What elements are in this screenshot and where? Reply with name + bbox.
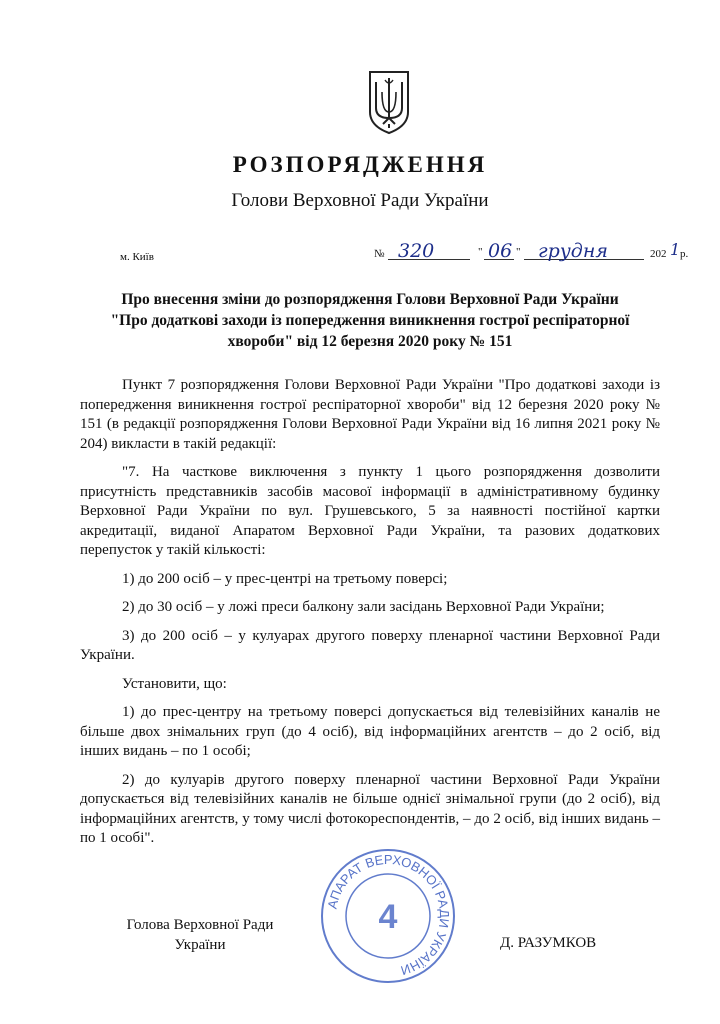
- number-prefix: №: [374, 248, 385, 260]
- document-subtitle: Голови Верховної Ради України: [231, 190, 489, 211]
- year-prefix: 202: [650, 248, 667, 260]
- trident-emblem-icon: [366, 68, 412, 136]
- body-paragraph: "7. На часткове виключення з пункту 1 цього розпорядження дозволити присутність представників засобів масової інформації в адміністративному будинку Верховної Ради України по вул. Грушевського, 5 за наявності постійної картки акредитації, виданої Апаратом Верховної Ради України, та разових додаткових перепусток у такій кількості:: [80, 464, 660, 558]
- heading-line: Про внесення зміни до розпорядження Голови Верховної Ради України: [121, 291, 619, 308]
- body-paragraph: 3) до 200 осіб – у кулуарах другого поверху пленарної частини Верховної Ради України.: [80, 627, 660, 663]
- body-paragraph: 2) до кулуарів другого поверху пленарної частини Верховної Ради України допускається від телевізійних каналів не більше однієї знімальної групи (до 2 осіб), від інформаційних агентств, у тому числі фотокореспондентів, – до 2 осіб, від інших видань – по 1 особі".: [80, 771, 660, 846]
- document-title: РОЗПОРЯДЖЕННЯ: [232, 152, 488, 177]
- document-month: грудня: [538, 240, 608, 262]
- document-heading: [70, 289, 670, 352]
- year-suffix: 1: [670, 240, 681, 259]
- signer-position: [100, 915, 300, 955]
- document-body: [80, 376, 660, 858]
- signer-name: Д. РАЗУМКОВ: [500, 935, 597, 951]
- official-stamp: [318, 846, 458, 986]
- body-paragraph: Установити, що:: [122, 675, 227, 692]
- signer-position-line: Голова Верховної Ради: [126, 917, 274, 933]
- signer-position-line: України: [174, 937, 226, 953]
- document-day: 06: [488, 240, 513, 262]
- body-paragraph: 1) до прес-центру на третьому поверсі допускається від телевізійних каналів не більше двох знімальних груп (до 4 осіб), від інформаційних агентств – до 2 осіб, від інших видань – по 1 особі;: [80, 704, 660, 759]
- body-paragraph: 1) до 200 осіб – у прес-центрі на третьому поверсі;: [122, 570, 448, 587]
- heading-line: "Про додаткові заходи із попередження виникнення гострої респіраторної: [110, 312, 630, 329]
- document-number: 320: [398, 240, 435, 262]
- year-unit: р.: [680, 248, 689, 260]
- body-paragraph: Пункт 7 розпорядження Голови Верховної Ради України "Про додаткові заходи із попередження виникнення гострої респіраторної хвороби" від 12 березня 2020 року № 151 (в редакції розпорядження Голови Верховної Ради України від 16 липня 2021 року № 204) викласти в такій редакції:: [80, 377, 660, 452]
- city-label: м. Київ: [120, 251, 154, 263]
- stamp-ring-text: АПАРАТ ВЕРХОВНОЇ РАДИ УКРАЇНИ: [324, 851, 453, 979]
- stamp-number: 4: [378, 898, 398, 936]
- body-paragraph: 2) до 30 осіб – у ложі преси балкону зали засідань Верховної Ради України;: [122, 599, 605, 615]
- heading-line: хвороби" від 12 березня 2020 року № 151: [227, 333, 513, 350]
- number-date-line: № 320 " 06 " грудня 202 1 р.: [374, 240, 689, 262]
